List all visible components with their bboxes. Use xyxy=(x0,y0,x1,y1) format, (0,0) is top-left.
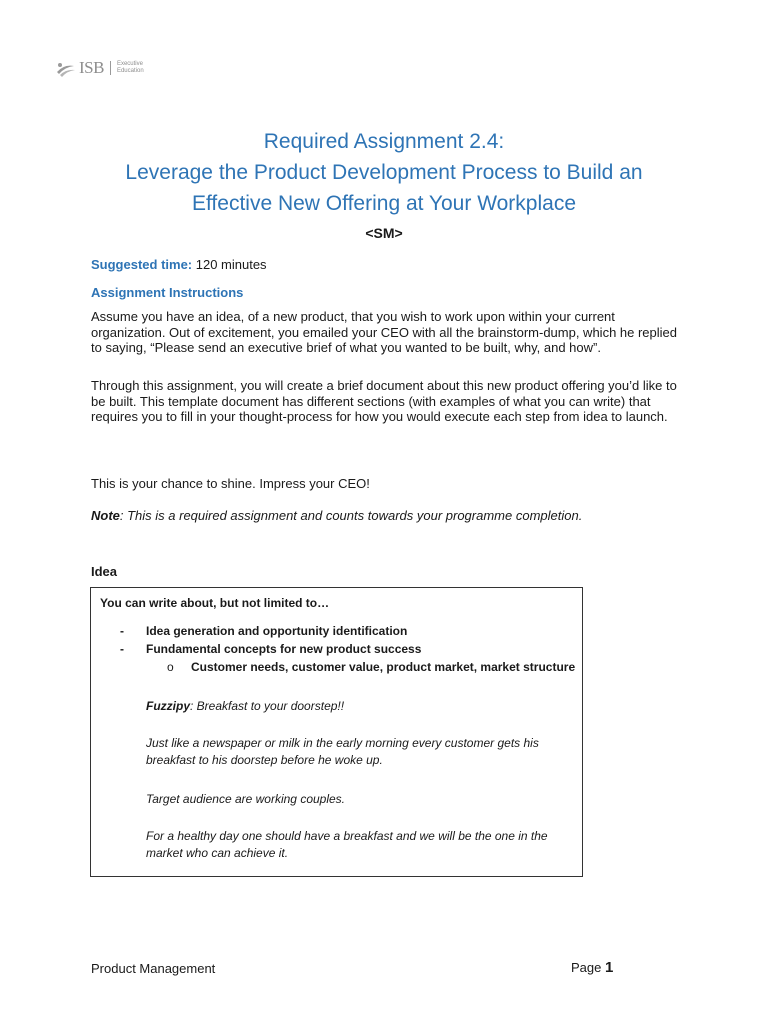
sm-tag: <SM> xyxy=(365,225,403,241)
suggested-time xyxy=(91,257,267,272)
instructions-paragraph-2: Through this assignment, you will create a brief document about this new product offering you’d like to be built. This template document has different sections (with examples of what you can write) that requires you to fill in your thought-process for how you would execute each step from idea to launch. xyxy=(91,378,677,425)
suggested-time-value: 120 minutes xyxy=(192,257,267,272)
example-paragraph: For a healthy day one should have a breakfast and we will be the one in the market who can achieve it. xyxy=(146,829,548,860)
footer-page: Page 1 xyxy=(571,959,614,976)
example-brand: Fuzzipy xyxy=(146,699,190,713)
instructions-paragraph-1: Assume you have an idea, of a new product, that you wish to work upon within your current organization. Out of excitement, you emailed your CEO with all the brainstorm-dump, which he replied to saying, “Please send an executive brief of what you wanted to be built, why, and how”. xyxy=(91,309,678,356)
note-text: : This is a required assignment and counts towards your programme completion. xyxy=(119,508,583,523)
dash-marker: - xyxy=(120,624,124,638)
idea-box-intro: You can write about, but not limited to… xyxy=(100,596,330,610)
isb-logo xyxy=(54,58,144,78)
isb-swoosh-icon xyxy=(54,58,76,78)
note xyxy=(91,508,582,523)
example-tagline: Fuzzipy: Breakfast to your doorstep!! xyxy=(146,699,345,713)
document-title xyxy=(60,126,708,219)
logo-subtitle: Executive Education xyxy=(116,61,144,74)
footer-course: Product Management xyxy=(91,961,216,976)
page-number: 1 xyxy=(604,959,614,976)
dash-marker: - xyxy=(120,642,124,656)
example-paragraph: Target audience are working couples. xyxy=(146,792,346,806)
logo-divider xyxy=(110,61,111,75)
example-paragraph: Just like a newspaper or milk in the early morning every customer gets his breakfast to his doorstep before he woke up. xyxy=(146,736,539,767)
instructions-paragraph-3: This is your chance to shine. Impress your CEO! xyxy=(91,476,370,491)
title-line-3: Effective New Offering at Your Workplace xyxy=(191,192,577,215)
suggested-time-label: Suggested time: xyxy=(91,257,193,272)
circle-bullet-icon: o xyxy=(167,660,174,674)
sub-list-item: o Customer needs, customer value, product market, market structure xyxy=(167,660,576,674)
instructions-heading: Assignment Instructions xyxy=(91,285,244,300)
logo-name: ISB xyxy=(79,58,104,77)
note-label: Note xyxy=(91,508,120,523)
list-item: - Idea generation and opportunity identification xyxy=(120,624,408,638)
idea-heading: Idea xyxy=(91,564,118,579)
list-item: - Fundamental concepts for new product success xyxy=(120,642,422,656)
idea-box xyxy=(90,587,583,877)
title-line-1: Required Assignment 2.4: xyxy=(263,130,505,153)
title-line-2: Leverage the Product Development Process to Build an xyxy=(125,161,643,184)
